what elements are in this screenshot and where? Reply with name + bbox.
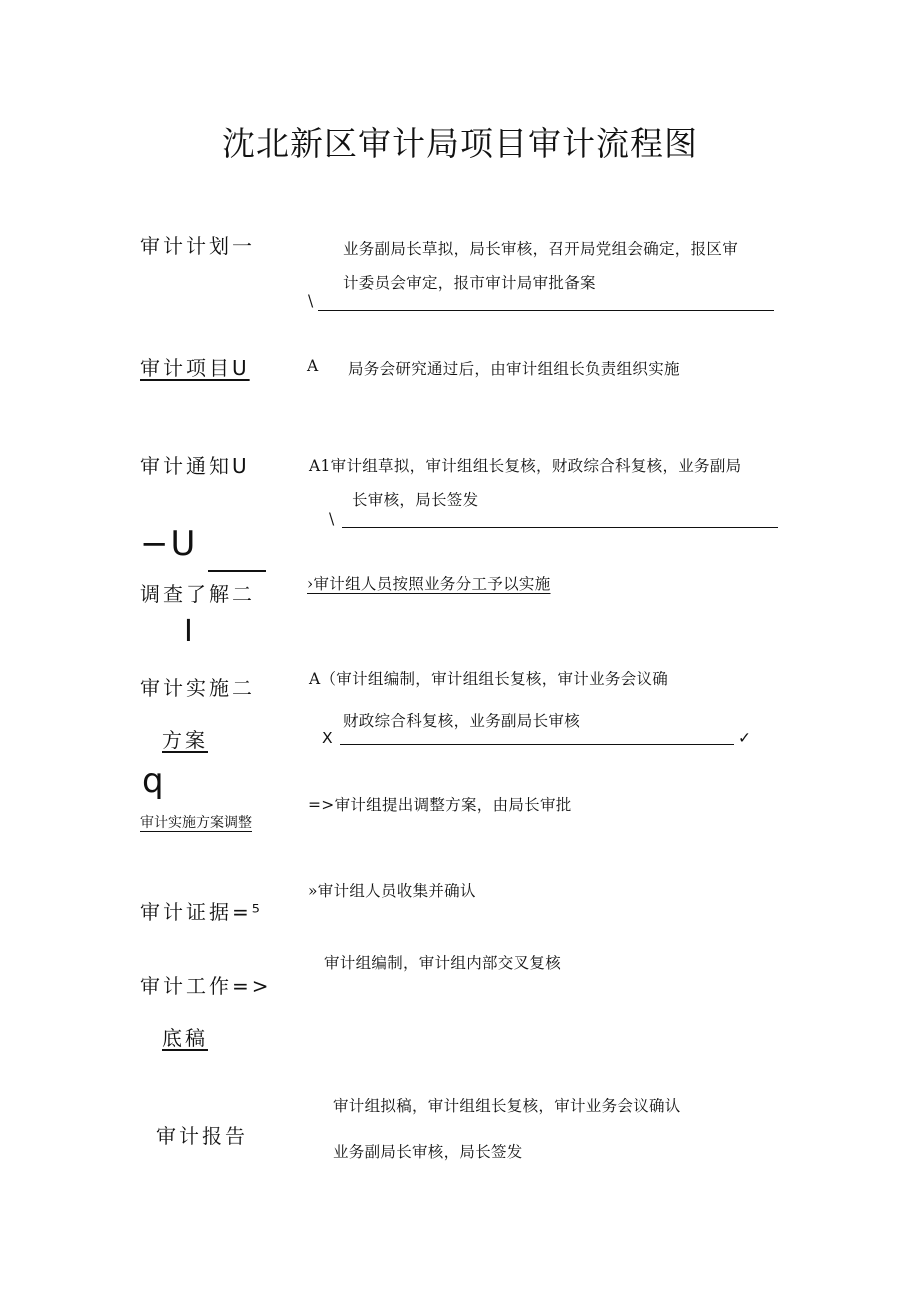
step-working-papers-cont: 底稿 bbox=[162, 1026, 208, 1050]
flow-connector-line bbox=[208, 570, 266, 572]
desc-impl-check-icon: ✓ bbox=[738, 729, 752, 747]
desc-plan-mark: \ bbox=[308, 292, 314, 310]
flow-connector-glyph: I bbox=[184, 614, 193, 649]
step-audit-project: 审计项目U bbox=[140, 356, 250, 380]
page-title: 沈北新区审计局项目审计流程图 bbox=[222, 124, 698, 163]
desc-plan-line2: 计委员会审定，报市审计局审批备案 bbox=[343, 274, 596, 292]
step-audit-notice: 审计通知U bbox=[140, 454, 250, 478]
desc-impl-line2: 财政综合科复核，业务副局长审核 bbox=[343, 712, 581, 730]
desc-work: 审计组编制，审计组内部交叉复核 bbox=[324, 954, 562, 972]
flow-arrow-glyph: −U bbox=[140, 524, 198, 564]
desc-project-prefix: A bbox=[307, 357, 319, 375]
desc-notice-line1: A1审计组草拟，审计组组长复核，财政综合科复核，业务副局 bbox=[309, 457, 742, 475]
step-working-papers: 审计工作=> bbox=[140, 974, 272, 998]
desc-plan-rule bbox=[318, 310, 774, 311]
desc-adjust: =>审计组提出调整方案，由局长审批 bbox=[308, 796, 572, 814]
step-audit-report: 审计报告 bbox=[156, 1124, 248, 1148]
step-implementation-plan: 审计实施二 bbox=[140, 676, 255, 700]
desc-plan-line1: 业务副局长草拟，局长审核，召开局党组会确定，报区审 bbox=[343, 240, 739, 258]
desc-notice-line2: 长审核，局长签发 bbox=[352, 491, 479, 509]
step-audit-plan: 审计计划一 bbox=[140, 234, 255, 258]
desc-impl-line1: A（审计组编制，审计组组长复核，审计业务会议确 bbox=[309, 670, 669, 688]
step-implementation-plan-cont: 方案 bbox=[162, 728, 208, 752]
desc-report-line2: 业务副局长审核，局长签发 bbox=[333, 1143, 523, 1161]
step-plan-adjustment: 审计实施方案调整 bbox=[140, 815, 252, 831]
desc-impl-mark-left: X bbox=[322, 729, 333, 747]
flow-connector-glyph-q: q bbox=[142, 761, 164, 801]
desc-impl-rule bbox=[340, 744, 734, 745]
desc-notice-rule bbox=[342, 527, 778, 528]
desc-report-line1: 审计组拟稿，审计组组长复核，审计业务会议确认 bbox=[333, 1097, 681, 1115]
desc-notice-mark: \ bbox=[329, 510, 335, 528]
step-audit-evidence: 审计证据=⁵ bbox=[140, 900, 263, 924]
desc-survey: ›审计组人员按照业务分工予以实施 bbox=[307, 575, 551, 593]
desc-project: 局务会研究通过后，由审计组组长负责组织实施 bbox=[348, 360, 680, 378]
step-survey: 调查了解二 bbox=[140, 582, 255, 606]
desc-evidence: »审计组人员收集并确认 bbox=[308, 882, 476, 900]
